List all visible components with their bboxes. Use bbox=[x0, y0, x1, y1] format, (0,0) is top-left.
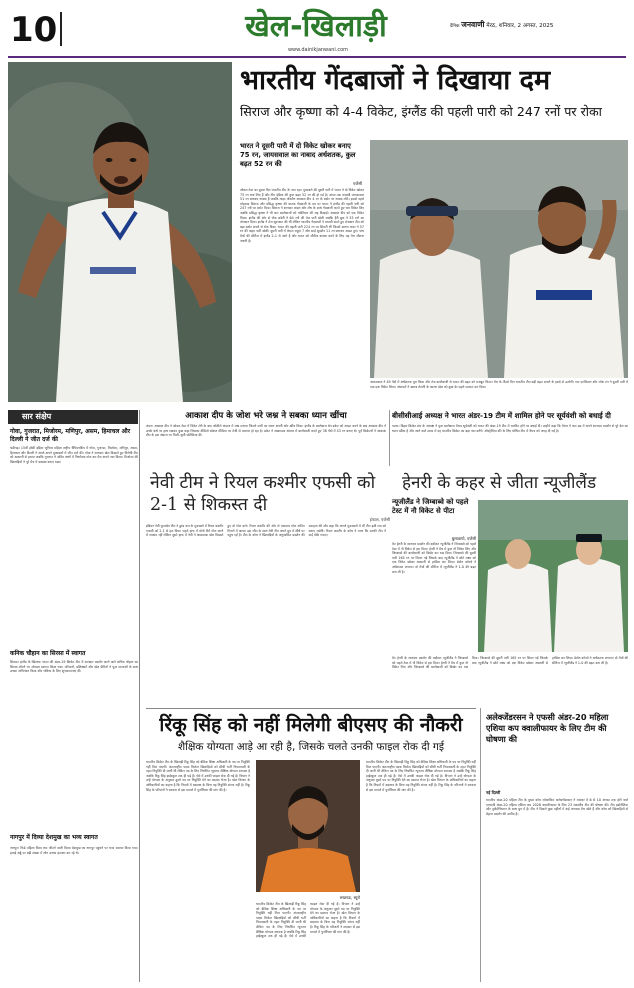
alcaraz-body: भारतीय अंडर-20 महिला टीम के मुख्य कोच जोआकिम अलेक्जेंडरसन ने म्यांमार में 6 से 10 अगस्त तक होने वाले एएफसी अंडर-20 महिला एशिया कप 2026 क्वालीफायर के लिए 23 सदस्यीय टीम की घोषणा की। टीम इंडोनेशिया और तुर्कमेनिस्तान के साथ ग्रुप में है। टीम ने पिछले कुछ महीनों में कई अभ्यास मैच खेले हैं और कोच को खिलाड़ियों से बेहतर प्रदर्शन की उम्मीद है। bbox=[486, 798, 628, 816]
u20-headline: बीसीसीआई अध्यक्ष ने भारत अंडर-19 टीम में शामिल होने पर सूर्यवंशी को बधाई दी bbox=[392, 411, 611, 420]
rinku-byline: लखनऊ, ब्यूरो bbox=[339, 895, 360, 900]
section-title: खेल-खिलाड़ी bbox=[245, 9, 387, 44]
summary-story2-body: सिरसा। इंग्लैंड के खिलाफ भारत की अंडर-19 क्रिकेट टीम में शानदार प्रदर्शन करने वाले कनिक चौहान का सिरसा लौटने पर जोरदार स्वागत किया गया। परिजनों, प्रशिक्षकों और खेल प्रेमियों ने फूल मालाओं के साथ उनका अभिनंदन किया और भविष्य के लिए शुभकामनाएं दीं। bbox=[10, 660, 138, 674]
masthead-rule bbox=[8, 56, 626, 58]
lead-summary: भारत ने दूसरी पारी में दो विकेट खोकर बनाए 75 रन, जायसवाल का नाबाद अर्धशतक, कुल बढ़त 52 रन की bbox=[240, 142, 356, 168]
summary-story3-headline: नागपुर में दिव्या देशमुख का भव्य स्वागत bbox=[10, 834, 98, 841]
akash-headline: आकाश दीप के जोश भरे जश्न ने सबका ध्यान खींचा bbox=[185, 411, 347, 421]
lead-agency: एजेंसी bbox=[353, 181, 362, 186]
navy-byline: इंफाल, एजेंसी bbox=[369, 517, 390, 522]
alcaraz-headline: अलेक्जेंडरसन ने एफसी अंडर-20 महिला एशिया कप क्वालीफायर के लिए टीम की घोषणा की bbox=[486, 712, 609, 744]
nz-body-lower: मैट हेनरी के शानदार प्रदर्शन की बदौलत न्यूजीलैंड ने जिम्बाब्वे को पहले टेस्ट में नौ विकेट से हरा दिया। हेनरी ने मैच में कुल नौ विकेट लिए और जिम्बाब्वे की बल्लेबाजी को बिखेर कर रख दिया। जिम्बाब्वे की दूसरी पारी 165 रन पर सिमट गई जिसके बाद न्यूजीलैंड ने छोटे लक्ष्य को एक विकेट खोकर आसानी से हासिल कर लिया। डेवोन कॉनवे ने अर्धशतक लगाया। दो मैचों की सीरीज में न्यूजीलैंड ने 1-0 की बढ़त बना ली है। bbox=[392, 656, 628, 670]
alcaraz-byline: नई दिल्ली bbox=[486, 790, 501, 795]
akash-body: लंदन। आकाश दीप ने ओवल टेस्ट में विकेट लेने के बाद जोशीले अंदाज में जश्न मनाया जिसने सभी का ध्यान अपनी ओर खींच लिया। इंग्लैंड के बल्लेबाज बेन डकेट को आउट करने के बाद आकाश दीप ने उनके कंधे पर हाथ रखकर कुछ कहा जिसका वीडियो सोशल मीडिया पर तेजी से वायरल हो रहा है। डकेट ने आक्रामक अंदाज में बल्लेबाजी करते हुए 38 गेंदों में 43 रन बनाए थे। पूर्व क्रिकेटरों ने आकाश दीप के इस अंदाज पर मिली-जुली प्रतिक्रिया दी। bbox=[146, 424, 386, 438]
mid-divider bbox=[389, 410, 390, 466]
navy-body: इंडियन नेवी फुटबॉल टीम ने डूरंड कप के मुकाबले में रियल कश्मीर एफसी को 2-1 से हरा दिया। पहले हाफ में दोनों टीमें गोल करने में नाकाम रहीं लेकिन दूसरे हाफ में नेवी ने आक्रामक खेल दिखाते हुए दो गोल दागे। रियल कश्मीर की ओर से एकमात्र गोल अंतिम मिनटों में आया। इस जीत के साथ नेवी टीम अपने ग्रुप में शीर्ष पर पहुंच गई है। टीम के कोच ने खिलाड़ियों के अनुशासित प्रदर्शन की सराहना की और कहा कि अगले मुकाबलों में भी टीम इसी लय को बनाए रखेगी। रियल कश्मीर के कोच ने माना कि उनकी टीम ने कई मौके गंवाए। bbox=[146, 524, 386, 538]
u20-body: पटना। बिहार क्रिकेट संघ के अध्यक्ष ने युवा बल्लेबाज वैभव सूर्यवंशी को भारत की अंडर-19 टीम में चयनित होने पर बधाई दी। उन्होंने कहा कि वैभव ने कम उम्र में अपने शानदार प्रदर्शन से पूरे देश का ध्यान खींचा है और आने वाले समय में वह भारतीय क्रिकेट का बड़ा नाम बनेंगे। ऑस्ट्रेलिया दौरे के लिए घोषित टीम में वैभव को जगह दी गई है। bbox=[392, 424, 628, 433]
nz-players-figure bbox=[478, 500, 628, 652]
dateline: मेरठ, शनिवार, 2 अगस्त, 2025 bbox=[486, 23, 554, 29]
summary-story1-headline: गोवा, गुजरात, मिजोरम, मणिपुर, असम, हिमाचल और दिल्ली ने जीत दर्ज की bbox=[10, 428, 131, 443]
page-number: 10 bbox=[10, 10, 58, 50]
nz-body: मैट हेनरी के शानदार प्रदर्शन की बदौलत न्यूजीलैंड ने जिम्बाब्वे को पहले टेस्ट में नौ विकेट से हरा दिया। हेनरी ने मैच में कुल नौ विकेट लिए और जिम्बाब्वे की बल्लेबाजी को बिखेर कर रख दिया। जिम्बाब्वे की दूसरी पारी 165 रन पर सिमट गई जिसके बाद न्यूजीलैंड ने छोटे लक्ष्य को एक विकेट खोकर आसानी से हासिल कर लिया। डेवोन कॉनवे ने अर्धशतक लगाया। दो मैचों की सीरीज में न्यूजीलैंड ने 1-0 की बढ़त बना ली है। bbox=[392, 542, 476, 574]
paper-name: जनवाणी bbox=[461, 20, 485, 29]
right-col-divider bbox=[480, 708, 481, 982]
rinku-body-left: भारतीय क्रिकेट टीम के खिलाड़ी रिंकू सिंह को बेसिक शिक्षा अधिकारी के पद पर नियुक्ति नहीं मिल पाएगी। अंतरराष्ट्रीय पदक विजेता खिलाड़ियों को सीधी भर्ती नियमावली के तहत नियुक्ति दी जानी थी लेकिन पद के लिए निर्धारित न्यूनतम शैक्षिक योग्यता स्नातक है जबकि रिंकू सिंह हाईस्कूल तक ही पढ़े हैं। ऐसे में उनकी फाइल रोक दी गई है। विभाग ने उन्हें योग्यता के अनुसार दूसरे पद पर नियुक्ति देने का प्रस्ताव भेजा है। खेल विभाग के अधिकारियों का कहना है कि नियमों में बदलाव के बिना यह नियुक्ति संभव नहीं है। रिंकू सिंह के परिजनों ने सरकार से इस मामले में पुनर्विचार की मांग की है। bbox=[146, 760, 250, 792]
nz-byline: बुलावायो, एजेंसी bbox=[451, 536, 476, 541]
celebration-figures bbox=[370, 140, 628, 378]
paper-prefix: दैनिक bbox=[450, 24, 460, 29]
masthead-divider bbox=[60, 12, 62, 46]
lead-body-continued: जायसवाल ने 49 गेंदों में अर्धशतक पूरा किया और तेज बल्लेबाजी से भारत की बढ़त को मजबूत किया। मैच के तीसरे दिन भारतीय टीम बड़ी बढ़त बनाने के इरादे से उतरेगी। गस एटकिंसन और जोश टंग ने दूसरी पारी में एक-एक विकेट लिया। अंपायरों ने खराब रोशनी के कारण खेल को कुछ देर पहले समाप्त कर दिया। bbox=[370, 380, 628, 389]
lead-body: ओवल टेस्ट का दूसरा दिन भारतीय टीम के नाम रहा। मुकाबले की दूसरी पारी में भारत ने दो विकेट खोकर 75 रन बना लिए हैं और टीम इंडिया की कुल बढ़त 52 रन की हो गई है। स्टंप्स तक यशस्वी जायसवाल 51 रन बनाकर नाबाद हैं जबकि नाइट वॉचमैन आकाश दीप 4 रन के स्कोर पर नाबाद लौटे। इससे पहले मोहम्मद सिराज और प्रसिद्ध कृष्णा की घातक गेंदबाजी के दम पर भारत ने इंग्लैंड की पहली पारी को 247 रनों पर समेट दिया। सिराज ने शानदार लाइन और लेंथ के साथ गेंदबाजी करते हुए चार विकेट लिए जबकि प्रसिद्ध कृष्णा ने भी चार बल्लेबाजों को पवेलियन की राह दिखाई। आकाश दीप को एक विकेट मिला। इंग्लैंड की ओर से जैक क्रॉली ने 64 रनों की तेज पारी खेली जबकि हैरी ब्रूक ने 53 रनों का योगदान दिया। इंग्लैंड ने तेज शुरुआत की थी लेकिन भारतीय गेंदबाजों ने वापसी करते हुए मेजबान टीम को बड़ा स्कोर बनाने से रोक दिया। भारत की पहली पारी 224 रन पर सिमटी थी जिसमें करुण नायर ने 57 रन की अहम पारी खेली। दूसरी पारी में केएल राहुल 7 और साई सुदर्शन 11 रन बनाकर आउट हुए। पांच मैचों की सीरीज में इंग्लैंड 2-1 से आगे है और भारत को सीरीज बराबर करने के लिए यह मैच जीतना जरूरी है। bbox=[240, 188, 364, 243]
rinku-subheadline: शैक्षिक योग्यता आड़े आ रही है, जिसके चलते उनकी फाइल रोक दी गई bbox=[178, 741, 444, 753]
website-url: www.dainikjanwani.com bbox=[287, 47, 349, 53]
summary-box-title: सार संक्षेप bbox=[8, 410, 138, 424]
lead-photo-bowler bbox=[8, 62, 232, 402]
bowler-figure bbox=[8, 62, 232, 402]
summary-story1-body: चंडीगढ़। 15वीं हॉकी इंडिया जूनियर महिला राष्ट्रीय चैंपियनशिप में गोवा, गुजरात, मिजोरम, मणिपुर, असम, हिमाचल और दिल्ली ने अपने-अपने मुकाबलों में जीत दर्ज की। गोवा ने शानदार खेल दिखाते हुए विरोधी टीम को आसानी से हराया जबकि गुजरात ने अंतिम क्षणों में निर्णायक गोल कर मैच अपने नाम किया। मिजोरम की खिलाड़ियों ने पूरे मैच में दबदबा बनाए रखा। bbox=[10, 446, 138, 464]
rinku-body-mid: भारतीय क्रिकेट टीम के खिलाड़ी रिंकू सिंह को बेसिक शिक्षा अधिकारी के पद पर नियुक्ति नहीं मिल पाएगी। अंतरराष्ट्रीय पदक विजेता खिलाड़ियों को सीधी भर्ती नियमावली के तहत नियुक्ति दी जानी थी लेकिन पद के लिए निर्धारित न्यूनतम शैक्षिक योग्यता स्नातक है जबकि रिंकू सिंह हाईस्कूल तक ही पढ़े हैं। ऐसे में उनकी फाइल रोक दी गई है। विभाग ने उन्हें योग्यता के अनुसार दूसरे पद पर नियुक्ति देने का प्रस्ताव भेजा है। खेल विभाग के अधिकारियों का कहना है कि नियमों में बदलाव के बिना यह नियुक्ति संभव नहीं है। रिंकू सिंह के परिजनों ने सरकार से इस मामले में पुनर्विचार की मांग की है। bbox=[256, 902, 360, 939]
nz-photo bbox=[478, 500, 628, 652]
summary-story2-headline: कनिक चौहान का सिरसा में स्वागत bbox=[10, 650, 86, 657]
summary-story3-body: नागपुर। फिडे महिला विश्व कप जीतने वाली दिव्या देशमुख का नागपुर पहुंचने पर भव्य स्वागत किया गया। हवाई अड्डे पर बड़ी संख्या में लोग उनका इंतजार कर रहे थे। bbox=[10, 846, 138, 855]
lead-subheadline: सिराज और कृष्णा को 4-4 विकेट, इंग्लैंड की पहली पारी को 247 रनों पर रोका bbox=[240, 104, 602, 119]
nz-headline: हेनरी के कहर से जीता न्यूजीलैंड bbox=[402, 473, 597, 493]
rinku-body-right: भारतीय क्रिकेट टीम के खिलाड़ी रिंकू सिंह को बेसिक शिक्षा अधिकारी के पद पर नियुक्ति नहीं मिल पाएगी। अंतरराष्ट्रीय पदक विजेता खिलाड़ियों को सीधी भर्ती नियमावली के तहत नियुक्ति दी जानी थी लेकिन पद के लिए निर्धारित न्यूनतम शैक्षिक योग्यता स्नातक है जबकि रिंकू सिंह हाईस्कूल तक ही पढ़े हैं। ऐसे में उनकी फाइल रोक दी गई है। विभाग ने उन्हें योग्यता के अनुसार दूसरे पद पर नियुक्ति देने का प्रस्ताव भेजा है। खेल विभाग के अधिकारियों का कहना है कि नियमों में बदलाव के बिना यह नियुक्ति संभव नहीं है। रिंकू सिंह के परिजनों ने सरकार से इस मामले में पुनर्विचार की मांग की है। bbox=[366, 760, 476, 792]
lead-photo-celebration bbox=[370, 140, 628, 378]
rinku-headline: रिंकू सिंह को नहीं मिलेगी बीएसए की नौकरी bbox=[159, 714, 463, 736]
rinku-top-rule bbox=[146, 708, 476, 709]
rinku-figure bbox=[256, 760, 360, 892]
lead-headline: भारतीय गेंदबाजों ने दिखाया दम bbox=[240, 65, 551, 96]
paper-dateline bbox=[450, 20, 630, 30]
rinku-photo bbox=[256, 760, 360, 892]
nz-subheadline: न्यूजीलैंड ने जिम्बाब्वे को पहले टेस्ट में नौ विकेट से पीटा bbox=[392, 498, 469, 515]
navy-headline: नेवी टीम ने रियल कश्मीर एफसी को 2-1 से शिकस्त दी bbox=[150, 473, 376, 515]
